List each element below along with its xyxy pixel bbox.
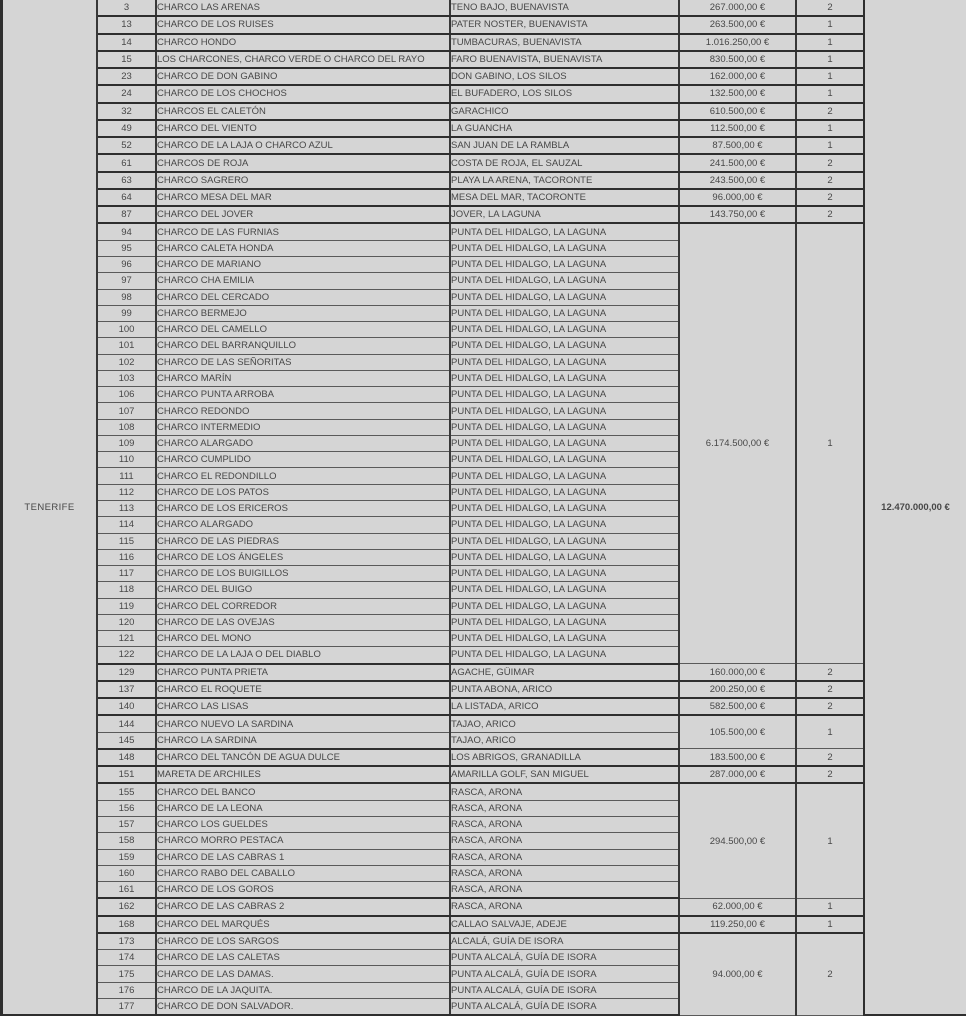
charco-name-cell: CHARCO LA SARDINA	[156, 732, 450, 749]
location-cell: PUNTA DEL HIDALGO, LA LAGUNA	[450, 435, 679, 451]
charco-name-cell: CHARCO HONDO	[156, 34, 450, 51]
charco-name-cell: CHARCO DEL BARRANQUILLO	[156, 338, 450, 354]
phase-cell: 1	[796, 916, 864, 933]
location-cell: LA LISTADA, ARICO	[450, 698, 679, 715]
location-cell: PUNTA DEL HIDALGO, LA LAGUNA	[450, 500, 679, 516]
table-row	[2, 85, 966, 102]
charco-name-cell: CHARCO NUEVO LA SARDINA	[156, 715, 450, 732]
phase-cell: 1	[796, 715, 864, 749]
phase-cell: 2	[796, 0, 864, 16]
location-cell: COSTA DE ROJA, EL SAUZAL	[450, 154, 679, 171]
row-number-cell: 32	[97, 103, 156, 120]
row-number-cell: 176	[97, 982, 156, 998]
price-cell: 143.750,00 €	[679, 206, 796, 223]
location-cell: PUNTA DEL HIDALGO, LA LAGUNA	[450, 370, 679, 386]
location-cell: PUNTA ALCALÁ, GUÍA DE ISORA	[450, 998, 679, 1015]
location-cell: GARACHICO	[450, 103, 679, 120]
charco-name-cell: CHARCO PUNTA ARROBA	[156, 387, 450, 403]
price-cell: 287.000,00 €	[679, 766, 796, 783]
charco-name-cell: CHARCO DEL MARQUÉS	[156, 916, 450, 933]
row-number-cell: 23	[97, 68, 156, 85]
location-cell: PUNTA DEL HIDALGO, LA LAGUNA	[450, 614, 679, 630]
charco-name-cell: CHARCO DEL MONO	[156, 631, 450, 647]
charco-name-cell: CHARCO DE LAS FURNIAS	[156, 223, 450, 240]
location-cell: AGACHE, GÜIMAR	[450, 664, 679, 681]
location-cell: RASCA, ARONA	[450, 865, 679, 881]
row-number-cell: 174	[97, 950, 156, 966]
table-row	[2, 916, 966, 933]
row-number-cell: 61	[97, 154, 156, 171]
location-cell: TAJAO, ARICO	[450, 732, 679, 749]
row-number-cell: 140	[97, 698, 156, 715]
phase-cell: 1	[796, 223, 864, 663]
location-cell: MESA DEL MAR, TACORONTE	[450, 189, 679, 206]
row-number-cell: 145	[97, 732, 156, 749]
location-cell: TUMBACURAS, BUENAVISTA	[450, 34, 679, 51]
row-number-cell: 151	[97, 766, 156, 783]
charco-name-cell: CHARCO DEL BANCO	[156, 783, 450, 800]
price-cell: 243.500,00 €	[679, 172, 796, 189]
row-number-cell: 99	[97, 305, 156, 321]
table-row	[2, 206, 966, 223]
price-cell: 162.000,00 €	[679, 68, 796, 85]
row-number-cell: 111	[97, 468, 156, 484]
row-number-cell: 95	[97, 240, 156, 256]
row-number-cell: 13	[97, 16, 156, 33]
location-cell: PUNTA DEL HIDALGO, LA LAGUNA	[450, 533, 679, 549]
phase-cell: 2	[796, 698, 864, 715]
row-number-cell: 156	[97, 800, 156, 816]
row-number-cell: 118	[97, 582, 156, 598]
row-number-cell: 94	[97, 223, 156, 240]
price-cell: 294.500,00 €	[679, 783, 796, 898]
charco-name-cell: CHARCO DE MARIANO	[156, 256, 450, 272]
location-cell: RASCA, ARONA	[450, 783, 679, 800]
charco-name-cell: CHARCO DE LOS PATOS	[156, 484, 450, 500]
charco-name-cell: CHARCO ALARGADO	[156, 517, 450, 533]
location-cell: PUNTA DEL HIDALGO, LA LAGUNA	[450, 387, 679, 403]
row-number-cell: 97	[97, 273, 156, 289]
table-row	[2, 137, 966, 154]
location-cell: PUNTA ALCALÁ, GUÍA DE ISORA	[450, 950, 679, 966]
row-number-cell: 120	[97, 614, 156, 630]
price-cell: 6.174.500,00 €	[679, 223, 796, 663]
phase-cell: 1	[796, 120, 864, 137]
charco-name-cell: CHARCO DEL CERCADO	[156, 289, 450, 305]
price-cell: 1.016.250,00 €	[679, 34, 796, 51]
row-number-cell: 155	[97, 783, 156, 800]
price-cell: 96.000,00 €	[679, 189, 796, 206]
location-cell: PUNTA DEL HIDALGO, LA LAGUNA	[450, 468, 679, 484]
phase-cell: 1	[796, 34, 864, 51]
location-cell: PUNTA DEL HIDALGO, LA LAGUNA	[450, 452, 679, 468]
location-cell: TENO BAJO, BUENAVISTA	[450, 0, 679, 16]
phase-cell: 2	[796, 189, 864, 206]
row-number-cell: 15	[97, 51, 156, 68]
table-row	[2, 749, 966, 766]
location-cell: PUNTA ABONA, ARICO	[450, 681, 679, 698]
location-cell: PUNTA ALCALÁ, GUÍA DE ISORA	[450, 982, 679, 998]
location-cell: TAJAO, ARICO	[450, 715, 679, 732]
table-row	[2, 154, 966, 171]
charco-name-cell: LOS CHARCONES, CHARCO VERDE O CHARCO DEL RAYO	[156, 51, 450, 68]
location-cell: PUNTA DEL HIDALGO, LA LAGUNA	[450, 223, 679, 240]
table-row	[2, 103, 966, 120]
table-row	[2, 681, 966, 698]
row-number-cell: 122	[97, 647, 156, 664]
price-cell: 267.000,00 €	[679, 0, 796, 16]
table-row	[2, 664, 966, 681]
price-cell: 94.000,00 €	[679, 933, 796, 1015]
charco-name-cell: CHARCO INTERMEDIO	[156, 419, 450, 435]
charco-name-cell: CHARCO DE LOS ÁNGELES	[156, 549, 450, 565]
location-cell: PUNTA DEL HIDALGO, LA LAGUNA	[450, 403, 679, 419]
row-number-cell: 101	[97, 338, 156, 354]
price-cell: 119.250,00 €	[679, 916, 796, 933]
row-number-cell: 106	[97, 387, 156, 403]
location-cell: PUNTA DEL HIDALGO, LA LAGUNA	[450, 484, 679, 500]
phase-cell: 1	[796, 85, 864, 102]
charco-name-cell: CHARCOS EL CALETÓN	[156, 103, 450, 120]
row-number-cell: 161	[97, 882, 156, 899]
charco-name-cell: CHARCO RABO DEL CABALLO	[156, 865, 450, 881]
row-number-cell: 52	[97, 137, 156, 154]
row-number-cell: 159	[97, 849, 156, 865]
row-number-cell: 175	[97, 966, 156, 982]
phase-cell: 1	[796, 68, 864, 85]
location-cell: PUNTA DEL HIDALGO, LA LAGUNA	[450, 305, 679, 321]
charco-name-cell: CHARCO DE LAS CALETAS	[156, 950, 450, 966]
phase-cell: 1	[796, 51, 864, 68]
row-number-cell: 173	[97, 933, 156, 950]
location-cell: RASCA, ARONA	[450, 898, 679, 915]
charco-name-cell: CHARCO DE LOS BUIGILLOS	[156, 566, 450, 582]
phase-cell: 2	[796, 103, 864, 120]
charco-name-cell: CHARCO DE LOS GOROS	[156, 882, 450, 899]
price-cell: 183.500,00 €	[679, 749, 796, 766]
location-cell: PUNTA DEL HIDALGO, LA LAGUNA	[450, 256, 679, 272]
price-cell: 105.500,00 €	[679, 715, 796, 749]
table-row	[2, 0, 966, 16]
table-row	[2, 715, 966, 732]
price-cell: 87.500,00 €	[679, 137, 796, 154]
location-cell: PUNTA DEL HIDALGO, LA LAGUNA	[450, 566, 679, 582]
location-cell: PUNTA DEL HIDALGO, LA LAGUNA	[450, 647, 679, 664]
location-cell: AMARILLA GOLF, SAN MIGUEL	[450, 766, 679, 783]
charco-name-cell: CHARCO DE LAS CABRAS 2	[156, 898, 450, 915]
island-label: TENERIFE	[2, 0, 98, 1015]
location-cell: RASCA, ARONA	[450, 800, 679, 816]
charco-name-cell: CHARCO DE DON GABINO	[156, 68, 450, 85]
row-number-cell: 107	[97, 403, 156, 419]
charco-name-cell: CHARCO DE LAS CABRAS 1	[156, 849, 450, 865]
table-row	[2, 120, 966, 137]
phase-cell: 1	[796, 783, 864, 898]
charco-name-cell: CHARCO DE LAS OVEJAS	[156, 614, 450, 630]
price-cell: 132.500,00 €	[679, 85, 796, 102]
location-cell: PUNTA DEL HIDALGO, LA LAGUNA	[450, 419, 679, 435]
charco-name-cell: CHARCO CUMPLIDO	[156, 452, 450, 468]
charco-name-cell: CHARCO CHA EMILIA	[156, 273, 450, 289]
table-row	[2, 16, 966, 33]
price-cell: 610.500,00 €	[679, 103, 796, 120]
charco-name-cell: CHARCOS DE ROJA	[156, 154, 450, 171]
phase-cell: 2	[796, 664, 864, 681]
charco-name-cell: CHARCO DEL CORREDOR	[156, 598, 450, 614]
location-cell: PUNTA DEL HIDALGO, LA LAGUNA	[450, 338, 679, 354]
price-cell: 241.500,00 €	[679, 154, 796, 171]
location-cell: PUNTA DEL HIDALGO, LA LAGUNA	[450, 549, 679, 565]
phase-cell: 1	[796, 137, 864, 154]
price-cell: 62.000,00 €	[679, 898, 796, 915]
row-number-cell: 168	[97, 916, 156, 933]
row-number-cell: 137	[97, 681, 156, 698]
row-number-cell: 24	[97, 85, 156, 102]
location-cell: ALCALÁ, GUÍA DE ISORA	[450, 933, 679, 950]
charco-name-cell: CHARCO ALARGADO	[156, 435, 450, 451]
location-cell: PUNTA DEL HIDALGO, LA LAGUNA	[450, 289, 679, 305]
phase-cell: 1	[796, 898, 864, 915]
location-cell: PUNTA DEL HIDALGO, LA LAGUNA	[450, 354, 679, 370]
table-row	[2, 189, 966, 206]
location-cell: RASCA, ARONA	[450, 849, 679, 865]
table-row	[2, 698, 966, 715]
phase-cell: 2	[796, 933, 864, 1015]
row-number-cell: 63	[97, 172, 156, 189]
row-number-cell: 121	[97, 631, 156, 647]
charco-name-cell: CHARCO DEL BUIGO	[156, 582, 450, 598]
phase-cell: 2	[796, 749, 864, 766]
row-number-cell: 177	[97, 998, 156, 1015]
row-number-cell: 64	[97, 189, 156, 206]
location-cell: PUNTA DEL HIDALGO, LA LAGUNA	[450, 582, 679, 598]
row-number-cell: 119	[97, 598, 156, 614]
row-number-cell: 112	[97, 484, 156, 500]
phase-cell: 2	[796, 681, 864, 698]
charco-name-cell: CHARCO LOS GUELDES	[156, 817, 450, 833]
row-number-cell: 103	[97, 370, 156, 386]
charco-name-cell: CHARCO DEL CAMELLO	[156, 322, 450, 338]
table-row	[2, 34, 966, 51]
table-row	[2, 223, 966, 240]
charco-name-cell: CHARCO DE LAS DAMAS.	[156, 966, 450, 982]
location-cell: SAN JUAN DE LA RAMBLA	[450, 137, 679, 154]
charco-name-cell: CHARCO DE LA LAJA O DEL DIABLO	[156, 647, 450, 664]
table-row	[2, 766, 966, 783]
row-number-cell: 114	[97, 517, 156, 533]
location-cell: PUNTA DEL HIDALGO, LA LAGUNA	[450, 240, 679, 256]
row-number-cell: 87	[97, 206, 156, 223]
row-number-cell: 116	[97, 549, 156, 565]
row-number-cell: 110	[97, 452, 156, 468]
charco-name-cell: CHARCO DE LOS RUISES	[156, 16, 450, 33]
table-row	[2, 51, 966, 68]
location-cell: PLAYA LA ARENA, TACORONTE	[450, 172, 679, 189]
charco-name-cell: CHARCO SAGRERO	[156, 172, 450, 189]
charco-name-cell: CHARCO MARÍN	[156, 370, 450, 386]
row-number-cell: 144	[97, 715, 156, 732]
location-cell: RASCA, ARONA	[450, 817, 679, 833]
phase-cell: 1	[796, 16, 864, 33]
charco-name-cell: CHARCO EL REDONDILLO	[156, 468, 450, 484]
charco-name-cell: CHARCO DE LAS SEÑORITAS	[156, 354, 450, 370]
charco-name-cell: CHARCO LAS LISAS	[156, 698, 450, 715]
location-cell: PUNTA DEL HIDALGO, LA LAGUNA	[450, 631, 679, 647]
price-cell: 160.000,00 €	[679, 664, 796, 681]
location-cell: PUNTA DEL HIDALGO, LA LAGUNA	[450, 273, 679, 289]
charco-name-cell: CHARCO DE LA LAJA O CHARCO AZUL	[156, 137, 450, 154]
charcos-table-body	[2, 0, 966, 1015]
charco-name-cell: CHARCO DE DON SALVADOR.	[156, 998, 450, 1015]
charco-name-cell: CHARCO MORRO PESTACA	[156, 833, 450, 849]
table-row	[2, 68, 966, 85]
location-cell: EL BUFADERO, LOS SILOS	[450, 85, 679, 102]
row-number-cell: 96	[97, 256, 156, 272]
charco-name-cell: CHARCO DEL JOVER	[156, 206, 450, 223]
grand-total: 12.470.000,00 €	[864, 0, 966, 1015]
charco-name-cell: CHARCO DE LOS SARGOS	[156, 933, 450, 950]
phase-cell: 2	[796, 766, 864, 783]
charco-name-cell: CHARCO DE LA JAQUITA.	[156, 982, 450, 998]
location-cell: RASCA, ARONA	[450, 833, 679, 849]
location-cell: PUNTA ALCALÁ, GUÍA DE ISORA	[450, 966, 679, 982]
row-number-cell: 98	[97, 289, 156, 305]
row-number-cell: 162	[97, 898, 156, 915]
row-number-cell: 157	[97, 817, 156, 833]
charco-name-cell: CHARCO REDONDO	[156, 403, 450, 419]
location-cell: PUNTA DEL HIDALGO, LA LAGUNA	[450, 322, 679, 338]
charco-name-cell: CHARCO DEL VIENTO	[156, 120, 450, 137]
row-number-cell: 14	[97, 34, 156, 51]
location-cell: PATER NOSTER, BUENAVISTA	[450, 16, 679, 33]
row-number-cell: 117	[97, 566, 156, 582]
charco-name-cell: CHARCO PUNTA PRIETA	[156, 664, 450, 681]
charco-name-cell: CHARCO DE LA LEONA	[156, 800, 450, 816]
location-cell: CALLAO SALVAJE, ADEJE	[450, 916, 679, 933]
location-cell: JOVER, LA LAGUNA	[450, 206, 679, 223]
row-number-cell: 108	[97, 419, 156, 435]
price-cell: 112.500,00 €	[679, 120, 796, 137]
charco-name-cell: CHARCO DE LOS ERICEROS	[156, 500, 450, 516]
row-number-cell: 158	[97, 833, 156, 849]
charco-name-cell: CHARCO MESA DEL MAR	[156, 189, 450, 206]
table-row	[2, 898, 966, 915]
charco-name-cell: MARETA DE ARCHILES	[156, 766, 450, 783]
charco-name-cell: CHARCO BERMEJO	[156, 305, 450, 321]
location-cell: RASCA, ARONA	[450, 882, 679, 899]
charco-name-cell: CHARCO LAS ARENAS	[156, 0, 450, 16]
price-cell: 263.500,00 €	[679, 16, 796, 33]
row-number-cell: 160	[97, 865, 156, 881]
charco-name-cell: CHARCO DE LOS CHOCHOS	[156, 85, 450, 102]
charco-name-cell: CHARCO DEL TANCÓN DE AGUA DULCE	[156, 749, 450, 766]
location-cell: LOS ABRIGOS, GRANADILLA	[450, 749, 679, 766]
table-row	[2, 172, 966, 189]
phase-cell: 2	[796, 172, 864, 189]
charco-name-cell: CHARCO EL ROQUETE	[156, 681, 450, 698]
table-row	[2, 783, 966, 800]
price-cell: 830.500,00 €	[679, 51, 796, 68]
location-cell: FARO BUENAVISTA, BUENAVISTA	[450, 51, 679, 68]
row-number-cell: 102	[97, 354, 156, 370]
location-cell: PUNTA DEL HIDALGO, LA LAGUNA	[450, 517, 679, 533]
row-number-cell: 148	[97, 749, 156, 766]
row-number-cell: 115	[97, 533, 156, 549]
phase-cell: 2	[796, 206, 864, 223]
table-row	[2, 933, 966, 950]
location-cell: PUNTA DEL HIDALGO, LA LAGUNA	[450, 598, 679, 614]
row-number-cell: 109	[97, 435, 156, 451]
phase-cell: 2	[796, 154, 864, 171]
location-cell: LA GUANCHA	[450, 120, 679, 137]
row-number-cell: 3	[97, 0, 156, 16]
charco-name-cell: CHARCO CALETA HONDA	[156, 240, 450, 256]
charco-name-cell: CHARCO DE LAS PIEDRAS	[156, 533, 450, 549]
location-cell: DON GABINO, LOS SILOS	[450, 68, 679, 85]
row-number-cell: 113	[97, 500, 156, 516]
price-cell: 200.250,00 €	[679, 681, 796, 698]
row-number-cell: 129	[97, 664, 156, 681]
price-cell: 582.500,00 €	[679, 698, 796, 715]
row-number-cell: 100	[97, 322, 156, 338]
row-number-cell: 49	[97, 120, 156, 137]
